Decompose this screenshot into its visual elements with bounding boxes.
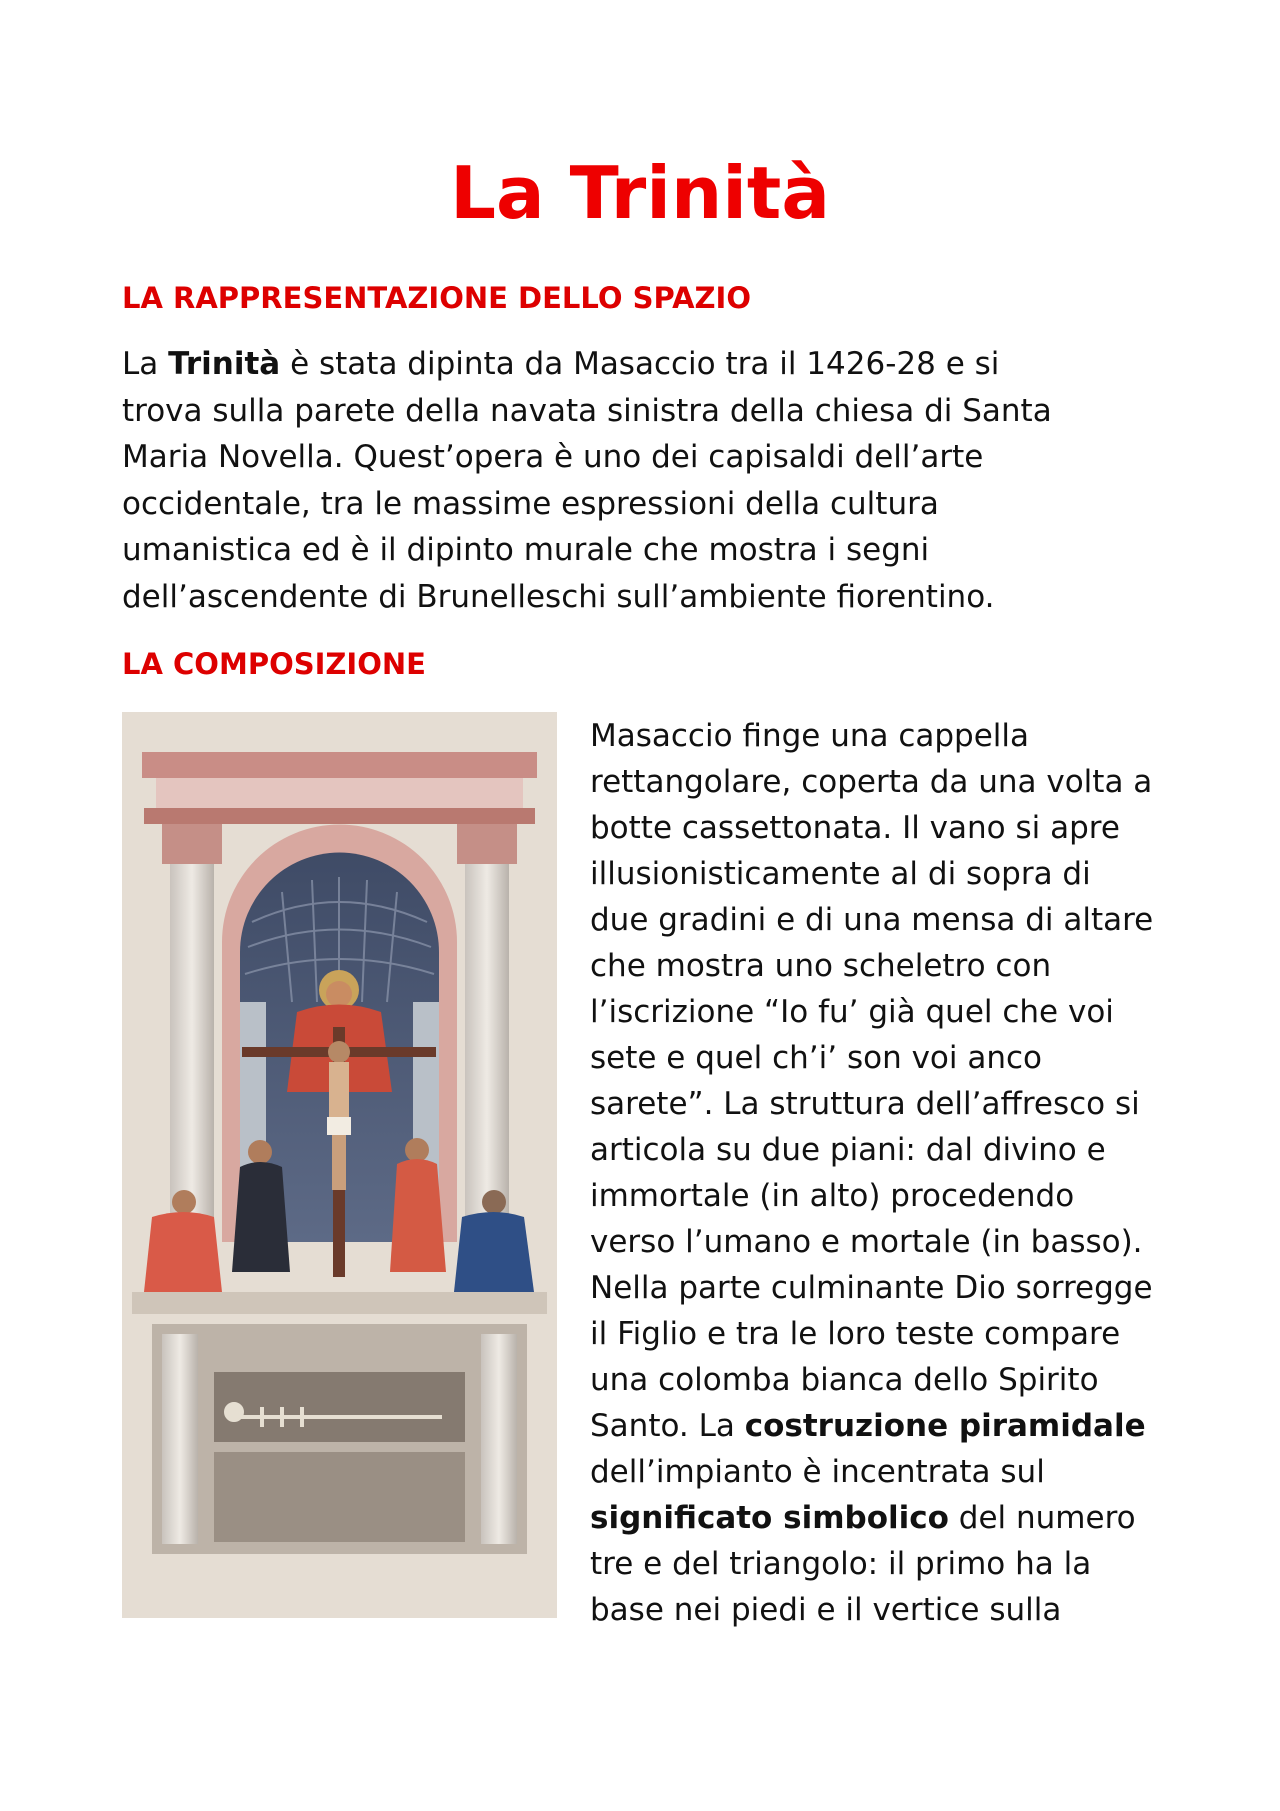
text-line: che mostra uno scheletro con [590,948,1052,984]
bold-term: costruzione piramidale [744,1408,1146,1444]
text-line: sarete”. La struttura dell’affresco si [590,1086,1140,1122]
text-segment: del numero [948,1500,1136,1536]
text-line: umanistica ed è il dipinto murale che mostra i segni [122,532,930,568]
text-line: Masaccio finge una cappella [590,718,1030,754]
text-line: Nella parte culminante Dio sorregge [590,1270,1153,1306]
bold-term: significato simbolico [590,1500,949,1536]
text-line: base nei piedi e il vertice sulla [590,1592,1062,1628]
text-line: due gradini e di una mensa di altare [590,902,1154,938]
text-line: trova sulla parete della navata sinistra della chiesa di Santa [122,392,1052,429]
text-line [122,346,999,382]
intro-paragraph [122,341,1182,620]
section-heading-composizione: LA COMPOSIZIONE [122,647,426,681]
text-line: una colomba bianca dello Spirito [590,1362,1099,1398]
composition-paragraph [590,713,1230,1633]
text-segment: è stata dipinta da Masaccio tra il 1426-28 e si [280,346,1000,382]
text-line: occidentale, tra le massime espressioni della cultura [122,485,939,522]
text-segment: Santo. La [590,1408,745,1444]
text-line: dell’impianto è incentrata sul [590,1454,1045,1490]
text-line: il Figlio e tra le loro teste compare [590,1316,1121,1352]
text-line [590,1408,1146,1444]
text-line: Maria Novella. Quest’opera è uno dei capisaldi dell’arte [122,439,984,475]
text-line: rettangolare, coperta da una volta a [590,764,1153,800]
text-line: l’iscrizione “Io fu’ già quel che voi [590,994,1114,1030]
fresco-illustration [122,712,557,1618]
text-line: tre e del triangolo: il primo ha la [590,1546,1092,1582]
text-line: verso l’umano e mortale (in basso). [590,1224,1143,1260]
text-line: articola su due piani: dal divino e [590,1132,1106,1168]
page-title: La Trinità [450,151,830,235]
text-line: sete e quel ch’i’ son voi anco [590,1040,1043,1076]
text-line: dell’ascendente di Brunelleschi sull’ambiente fiorentino. [122,578,995,615]
trinity-fresco-image [122,712,557,1618]
text-segment: La [122,346,169,382]
text-line [590,1500,1136,1536]
text-line: immortale (in alto) procedendo [590,1178,1075,1214]
bold-term: Trinità [168,346,281,382]
text-line: illusionisticamente al di sopra di [590,856,1091,892]
section-heading-spazio: LA RAPPRESENTAZIONE DELLO SPAZIO [122,281,751,315]
text-line: botte cassettonata. Il vano si apre [590,810,1120,846]
